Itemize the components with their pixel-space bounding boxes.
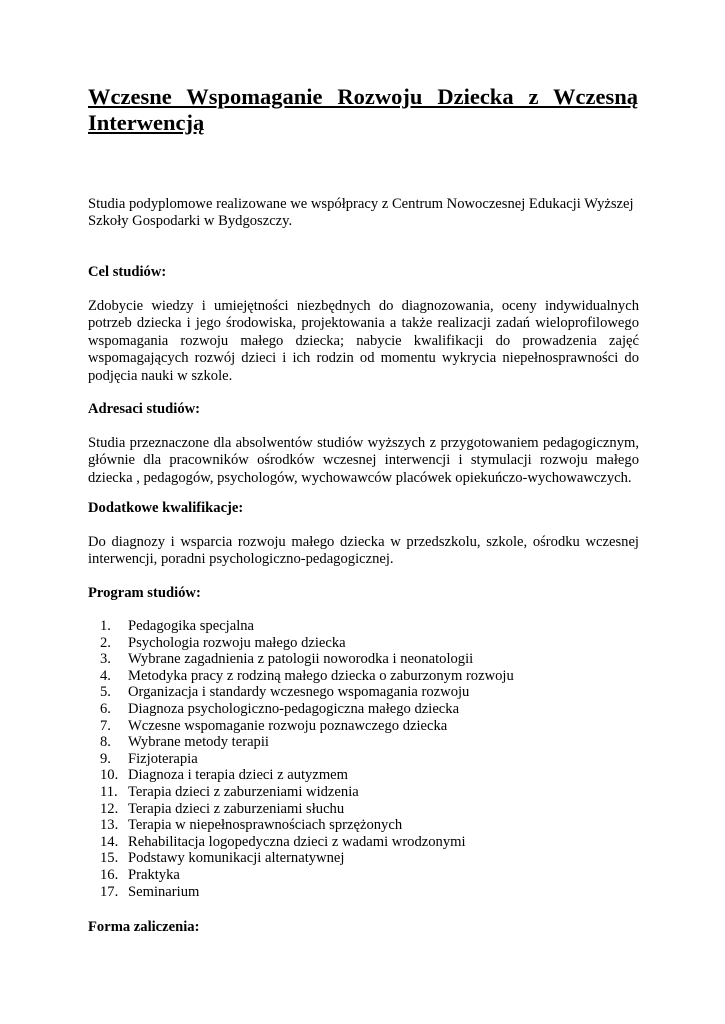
list-item-number: 1.	[100, 618, 111, 634]
list-item-number: 9.	[100, 750, 111, 767]
list-item-text: Diagnoza psychologiczno-pedagogiczna małego dziecka	[128, 700, 460, 717]
list-item-text: Rehabilitacja logopedyczna dzieci z wadami wrodzonymi	[128, 833, 466, 850]
list-item-text: Terapia w niepełnosprawnościach sprzężonych	[128, 817, 403, 834]
list-item-text: Terapia dzieci z zaburzeniami słuchu	[128, 800, 345, 817]
list-item-text: Praktyka	[128, 866, 180, 883]
list-item	[100, 801, 514, 818]
intro-paragraph: Studia podyplomowe realizowane we współpracy z Centrum Nowoczesnej Edukacji Wyższej Szkoły Gospodarki w Bydgoszczy.	[88, 196, 634, 230]
list-item-number: 4.	[100, 667, 111, 684]
goal-heading: Cel studiów:	[88, 264, 167, 280]
list-item	[100, 834, 514, 851]
list-item	[100, 701, 514, 718]
document-title: Wczesne Wspomaganie Rozwoju Dziecka z Wczesną Interwencją	[88, 84, 638, 135]
list-item	[100, 718, 514, 735]
list-item-number: 10.	[100, 767, 119, 784]
list-item-text: Organizacja i standardy wczesnego wspomagania rozwoju	[128, 684, 470, 701]
list-item-number: 5.	[100, 684, 111, 701]
list-item-text: Fizjoterapia	[128, 750, 198, 767]
list-item-number: 8.	[100, 734, 111, 751]
list-item-text: Podstawy komunikacji alternatywnej	[128, 850, 345, 867]
list-item	[100, 668, 514, 685]
list-item-number: 7.	[100, 717, 111, 734]
list-item-text: Seminarium	[128, 883, 200, 900]
list-item	[100, 684, 514, 701]
program-heading: Program studiów:	[88, 585, 201, 601]
list-item-number: 2.	[100, 634, 111, 651]
goal-paragraph: Zdobycie wiedzy i umiejętności niezbędnych do diagnozowania, oceny indywidualnych potrzeb dziecka i jego środowiska, projektowania a także realizacji zadań wieloprofilowego wspomagania rozwoju małego dziecka; nabycie kwalifikacji do prowadzenia zajęć wspomagających rozwój dzieci i ich rodzin od momentu wykrycia niepełnosprawności do podjęcia nauki w szkole.	[88, 298, 639, 384]
list-item	[100, 751, 514, 768]
list-item-number: 15.	[100, 850, 119, 867]
program-list	[100, 618, 514, 900]
list-item-text: Wczesne wspomaganie rozwoju poznawczego dziecka	[128, 717, 448, 734]
assessment-heading: Forma zaliczenia:	[88, 919, 200, 935]
list-item-number: 3.	[100, 651, 111, 668]
list-item-text: Psychologia rozwoju małego dziecka	[128, 634, 346, 651]
list-item-text: Diagnoza i terapia dzieci z autyzmem	[128, 767, 349, 784]
list-item	[100, 884, 514, 901]
list-item-number: 12.	[100, 800, 119, 817]
qualifications-paragraph: Do diagnozy i wsparcia rozwoju małego dziecka w przedszkolu, szkole, ośrodku wczesnej interwencji, poradni psychologiczno-pedagogicznej.	[88, 534, 639, 568]
list-item	[100, 784, 514, 801]
list-item	[100, 817, 514, 834]
audience-heading: Adresaci studiów:	[88, 401, 201, 417]
qualifications-heading: Dodatkowe kwalifikacje:	[88, 500, 244, 516]
list-item	[100, 867, 514, 884]
list-item-number: 17.	[100, 883, 119, 900]
list-item	[100, 850, 514, 867]
list-item	[100, 635, 514, 652]
list-item	[100, 651, 514, 668]
list-item	[100, 734, 514, 751]
list-item-text: Terapia dzieci z zaburzeniami widzenia	[128, 783, 359, 800]
audience-paragraph: Studia przeznaczone dla absolwentów studiów wyższych z przygotowaniem pedagogicznym, głównie dla pracowników ośrodków wczesnej interwencji i stymulacji rozwoju małego dziecka , pedagogów, psychologów, wychowawców placówek opiekuńczo-wychowawczych.	[88, 435, 639, 486]
list-item-number: 13.	[100, 817, 119, 834]
list-item-text: Wybrane metody terapii	[128, 734, 269, 751]
list-item	[100, 618, 514, 635]
list-item-text: Pedagogika specjalna	[128, 618, 255, 634]
list-item-number: 11.	[100, 783, 118, 800]
list-item-text: Metodyka pracy z rodziną małego dziecka o zaburzonym rozwoju	[128, 667, 514, 684]
list-item	[100, 767, 514, 784]
list-item-text: Wybrane zagadnienia z patologii noworodka i neonatologii	[128, 651, 474, 668]
list-item-number: 6.	[100, 700, 111, 717]
list-item-number: 14.	[100, 833, 119, 850]
list-item-number: 16.	[100, 866, 119, 883]
